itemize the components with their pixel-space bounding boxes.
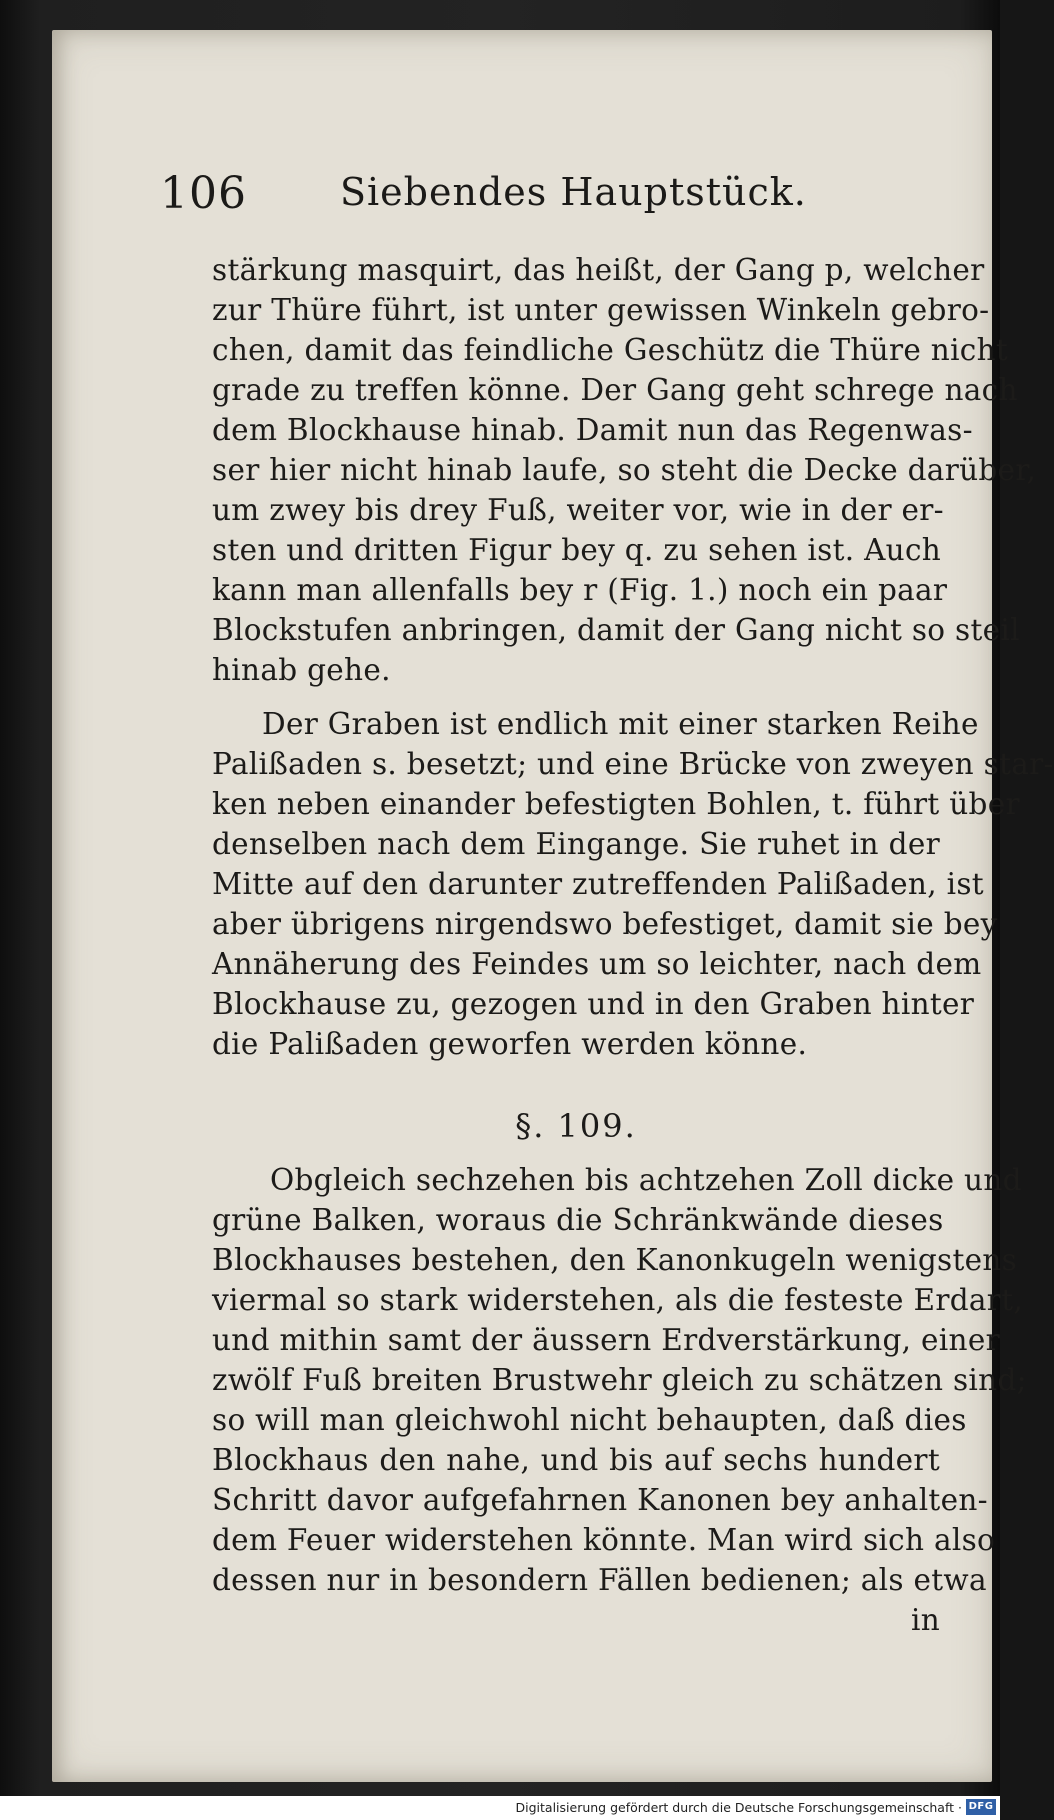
text-line: Blockhauses bestehen, den Kanonkugeln wenigstens bbox=[212, 1243, 1018, 1277]
text-line: dessen nur in besondern Fällen bedienen; als etwa bbox=[212, 1563, 987, 1597]
body-text bbox=[212, 250, 1054, 1640]
text-line: hinab gehe. bbox=[212, 653, 391, 687]
text-line: Annäherung des Feindes um so leichter, nach dem bbox=[212, 947, 982, 981]
page-header bbox=[160, 168, 880, 228]
digitization-footer bbox=[0, 1796, 1000, 1820]
text-line: Der Graben ist endlich mit einer starken Reihe bbox=[262, 707, 979, 741]
text-line: stärkung masquirt, das heißt, der Gang p, welcher bbox=[212, 253, 985, 287]
section-heading: §. 109. bbox=[515, 1107, 637, 1145]
text-line: Mitte auf den darunter zutreffenden Palißaden, ist bbox=[212, 867, 984, 901]
text-line: aber übrigens nirgendswo befestiget, damit sie bey bbox=[212, 907, 998, 941]
text-line: und mithin samt der äussern Erdverstärkung, einer bbox=[212, 1323, 1000, 1357]
text-line: so will man gleichwohl nicht behaupten, daß dies bbox=[212, 1403, 967, 1437]
text-line: Palißaden s. besetzt; und eine Brücke von zweyen star- bbox=[212, 747, 1054, 781]
text-line: Obgleich sechzehen bis achtzehen Zoll dicke und bbox=[270, 1163, 1022, 1197]
text-line: Blockhaus den nahe, und bis auf sechs hundert bbox=[212, 1443, 940, 1477]
running-head: Siebendes Hauptstück. bbox=[340, 170, 807, 214]
page-number: 106 bbox=[160, 168, 247, 219]
text-line: Schritt davor aufgefahrnen Kanonen bey anhalten- bbox=[212, 1483, 988, 1517]
text-line: denselben nach dem Eingange. Sie ruhet in der bbox=[212, 827, 940, 861]
text-line: zur Thüre führt, ist unter gewissen Winkeln gebro- bbox=[212, 293, 990, 327]
text-line: sten und dritten Figur bey q. zu sehen ist. Auch bbox=[212, 533, 942, 567]
dfg-logo-icon: DFG bbox=[966, 1799, 996, 1815]
text-line: grüne Balken, woraus die Schränkwände dieses bbox=[212, 1203, 944, 1237]
text-line: Blockstufen anbringen, damit der Gang nicht so steil bbox=[212, 613, 1020, 647]
text-line: ser hier nicht hinab laufe, so steht die Decke darüber, bbox=[212, 453, 1037, 487]
text-line: die Palißaden geworfen werden könne. bbox=[212, 1027, 808, 1061]
funding-credit: Digitalisierung gefördert durch die Deutsche Forschungsgemeinschaft · bbox=[515, 1800, 962, 1815]
text-line: Blockhause zu, gezogen und in den Graben hinter bbox=[212, 987, 975, 1021]
text-line: viermal so stark widerstehen, als die festeste Erdart, bbox=[212, 1283, 1024, 1317]
catchword: in bbox=[910, 1603, 940, 1637]
text-line: chen, damit das feindliche Geschütz die Thüre nicht bbox=[212, 333, 1009, 367]
text-line: ken neben einander befestigten Bohlen, t. führt über bbox=[212, 787, 1020, 821]
text-line: dem Blockhause hinab. Damit nun das Regenwas- bbox=[212, 413, 973, 447]
text-line: grade zu treffen könne. Der Gang geht schrege nach bbox=[212, 373, 1018, 407]
text-line: zwölf Fuß breiten Brustwehr gleich zu schätzen sind; bbox=[212, 1363, 1027, 1397]
text-line: dem Feuer widerstehen könnte. Man wird sich also bbox=[212, 1523, 996, 1557]
text-line: kann man allenfalls bey r (Fig. 1.) noch ein paar bbox=[212, 573, 948, 607]
text-line: um zwey bis drey Fuß, weiter vor, wie in der er- bbox=[212, 493, 944, 527]
